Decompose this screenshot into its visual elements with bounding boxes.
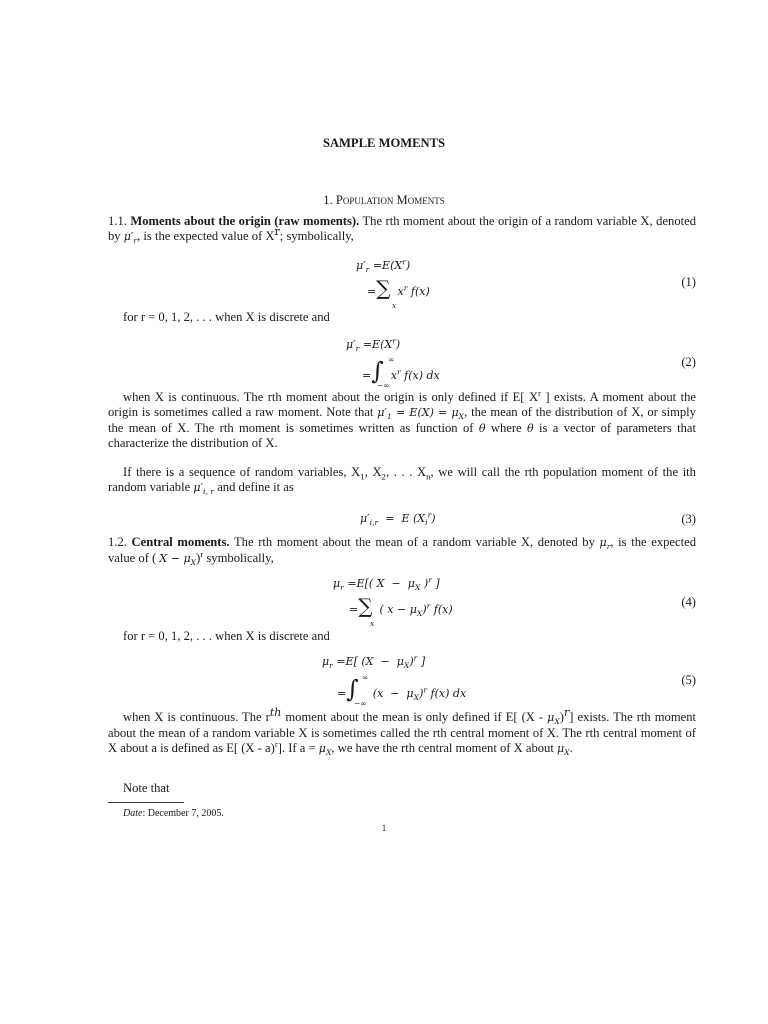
math-symbol: 2 <box>381 471 386 482</box>
math-symbol: $\mu_X$ <box>318 741 332 757</box>
equation-1-line-1: $\mu'_r =E(X^r)$ <box>356 257 411 275</box>
paragraph-text: where <box>490 420 522 435</box>
paragraph-text: The rth moment about the mean of a random variable X, denoted by <box>233 535 595 549</box>
integral-lower-limit: −∞ <box>377 381 390 390</box>
math-symbol: r <box>274 738 278 749</box>
footnote-label: Date <box>123 808 143 819</box>
equation-3: $\mu'_{i,r} = E$ $(X_i^r)$ <box>360 510 436 528</box>
paragraph-text: when X is continuous. The rth moment about the origin is only defined if E[ X <box>123 390 539 404</box>
paragraph-text: the origin is sometimes called a raw moment. Note that <box>108 390 696 419</box>
equation-number: (3) <box>681 512 696 526</box>
paragraph-text: moment about the mean is only defined if E[ (X - <box>285 710 544 724</box>
sum-symbol: ∑ <box>376 276 391 300</box>
integral-lower-limit: −∞ <box>354 699 367 708</box>
paragraph-text: , . . . X <box>385 465 427 479</box>
continuous-paragraph <box>108 387 697 451</box>
equation-4-line-2: =∑ ( $x - \mu_X)^r$ f(x) <box>349 594 453 619</box>
subsection-heading: Moments about the origin (raw moments). <box>130 214 360 228</box>
math-expression: $\mu'_1 = E(X) = \mu_X$ <box>377 405 465 421</box>
paragraph-text: , we have the rth central moment of X about <box>331 740 554 755</box>
integral-upper-limit: ∞ <box>388 355 395 364</box>
math-symbol: r <box>200 548 204 559</box>
section-heading <box>0 193 768 208</box>
integral-upper-limit: ∞ <box>362 673 369 682</box>
integral-symbol: ∫ <box>346 675 359 703</box>
sequence-paragraph <box>108 465 696 496</box>
paragraph-text: If there is a sequence of random variables, X <box>123 465 361 479</box>
equation-2-line-2: =∫ $x^r$ f(x) dx <box>362 357 440 385</box>
subsection-1-2-paragraph <box>108 535 696 567</box>
math-symbol: $\mu'_r$ <box>123 229 138 245</box>
math-symbol: n <box>426 471 431 482</box>
equation-1-line-2: =∑ $x^r$ f(x) <box>367 276 430 300</box>
subsection-1-1-paragraph <box>108 214 696 245</box>
condition-text: for r = 0, 1, 2, . . . when X is discrete and <box>123 629 330 643</box>
page-number: 1 <box>381 823 387 833</box>
math-symbol: 1 <box>360 471 365 482</box>
section-title: Population Moments <box>335 193 445 207</box>
paragraph-text: ] exists. A moment about <box>540 390 677 404</box>
paragraph-text: , the mean of the distribution of <box>464 404 628 419</box>
math-expression: $X - \mu_X$ <box>159 551 197 567</box>
math-symbol: r <box>538 387 541 398</box>
footnote-rule <box>108 802 184 803</box>
paragraph-text: ; symbolically, <box>279 228 354 243</box>
section-number: 1. <box>323 193 333 207</box>
equation-number: (5) <box>681 673 696 687</box>
paragraph-text: denoted by <box>108 214 697 243</box>
central-moment-paragraph: when X is continuous. The $r^{th}$ moment about the mean is only defined if E[ $(X - \mu_X)^r$] exists. The rth moment about the mean of a random variable X is sometimes called the rth central moment of X. The rth central moment of X about a is defined as E[ (X - a)$^r$]. If $a = \mu_X$, we have the rth central moment of X about $\mu_X$. <box>108 705 697 757</box>
equation-number: (4) <box>681 595 696 609</box>
sum-symbol: ∑ <box>358 594 373 618</box>
footnote-text: : December 7, 2005. <box>142 808 224 819</box>
equation-number: (2) <box>681 355 696 369</box>
paragraph-text: , we will call the rth population moment of the <box>430 465 679 479</box>
math-symbol: r <box>274 224 280 238</box>
subsection-number: 1.2. <box>108 535 127 549</box>
paragraph-text: moment about the mean of a random variable X is sometimes called the rth central moment of X. The rth <box>108 710 697 740</box>
paragraph-text: central moment of X about a is defined as E[ (X - a) <box>108 725 696 755</box>
math-symbol: θ <box>478 421 486 435</box>
note-text: Note that <box>123 781 170 795</box>
equation-5-line-2: =∫ $(x - \mu_X)^r$ f(x) dx <box>337 675 467 703</box>
math-symbol: $\mu_X$ <box>557 741 570 757</box>
paragraph-text: ] exists. The rth <box>569 710 651 724</box>
equation-4-line-1: $\mu_r =E$[( $X - \mu_X$ )$^r$ ] <box>333 575 440 593</box>
sum-index: x <box>392 301 397 310</box>
condition-text: for r = 0, 1, 2, . . . when X is discrete and <box>123 310 330 324</box>
math-symbol: r <box>564 705 570 719</box>
paragraph-text: X, or simply the mean of X. The rth moment is sometimes written as function of <box>108 404 696 435</box>
math-symbol: $\mu_X$ <box>547 711 560 727</box>
equation-number: (1) <box>681 275 696 289</box>
subsection-heading: Central moments. <box>131 535 230 549</box>
paragraph-text: The rth moment about the origin of a random variable X, <box>362 214 653 228</box>
equation-5-line-1: $\mu_r =E$[ $(X - \mu_X)^r$ ] <box>322 653 426 671</box>
paragraph-text: expected value of ( <box>108 535 696 565</box>
math-symbol: θ <box>527 421 534 435</box>
paragraph-text: , is the <box>610 535 647 549</box>
paragraph-text: ) <box>196 550 201 565</box>
paragraph-text: ]. If a = <box>277 740 316 755</box>
paragraph-text: parameters that characterize the distribution of X. <box>108 420 697 451</box>
paragraph-text: is a vector of <box>539 420 612 435</box>
paragraph-text: ith random variable <box>108 465 696 494</box>
paragraph-text: symbolically, <box>206 550 274 565</box>
sum-index: x <box>370 619 375 628</box>
paragraph-text: , is the expected value of X <box>137 228 275 243</box>
paragraph-text: . <box>569 740 573 755</box>
integral-symbol: ∫ <box>371 357 384 385</box>
subsection-number: 1.1. <box>108 214 127 228</box>
equation-2-line-1: $\mu'_r =E(X^r)$ <box>346 336 401 354</box>
page-title: SAMPLE MOMENTS <box>322 136 446 150</box>
paragraph-text: and define it as <box>217 479 294 494</box>
math-symbol: th <box>269 705 282 719</box>
footnote <box>123 808 224 819</box>
paragraph-text: , X <box>364 465 382 479</box>
math-symbol: $\mu'_{i, r}$ <box>193 480 215 496</box>
paragraph-text: when X is continuous. The r <box>123 710 270 724</box>
math-symbol: $\mu_r$ <box>599 536 611 552</box>
